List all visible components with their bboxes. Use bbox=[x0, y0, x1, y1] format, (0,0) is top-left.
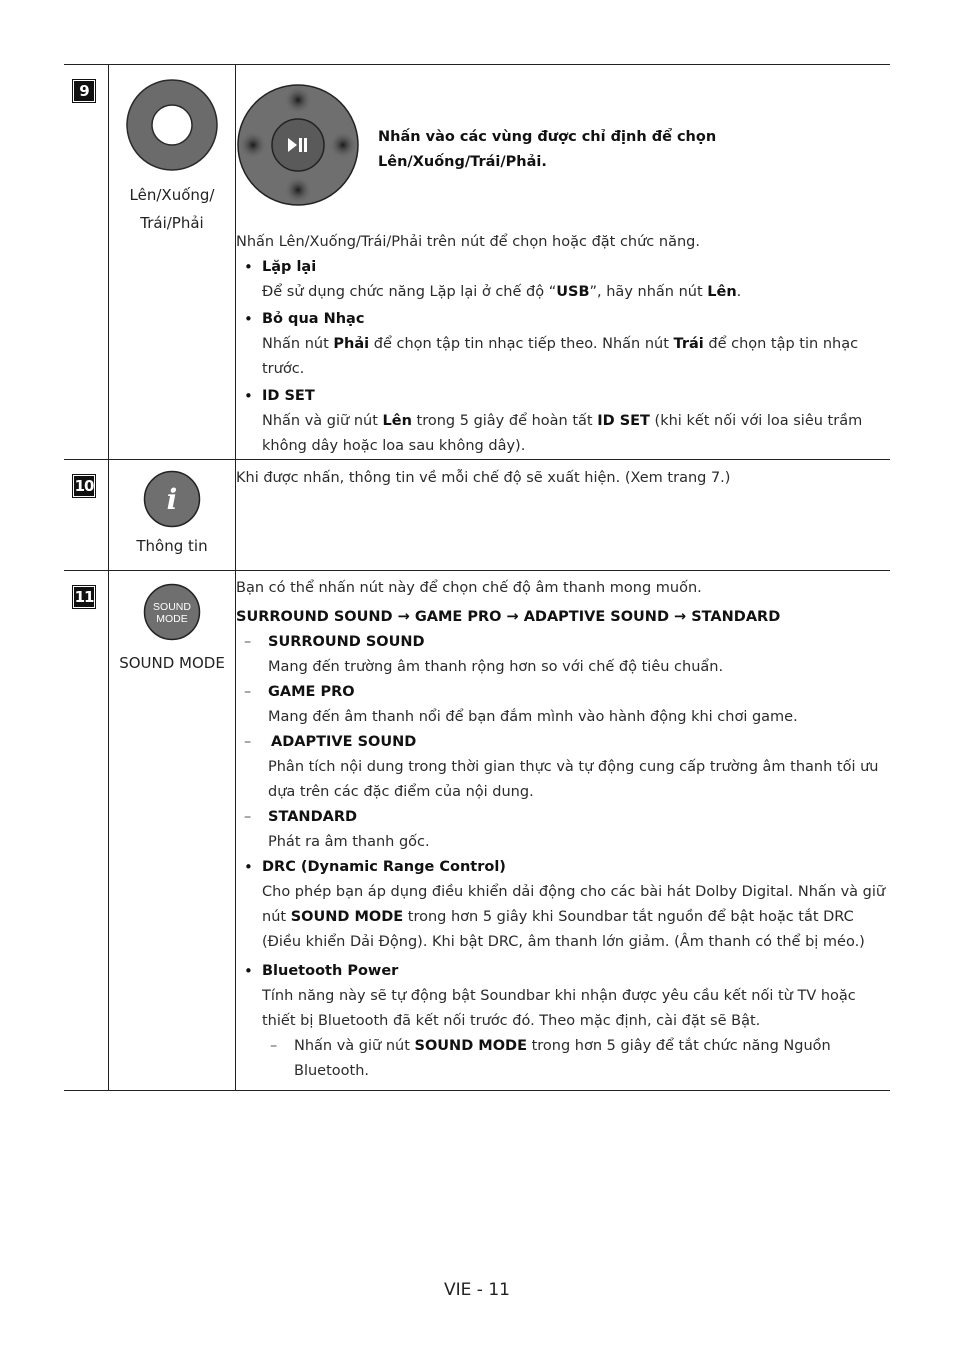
dpad-icon bbox=[236, 83, 360, 216]
text-run: Nhấn nút bbox=[262, 336, 334, 352]
icon-label bbox=[109, 181, 235, 237]
intro-text: Bạn có thể nhấn nút này để chọn chế độ âm thanh mong muốn. bbox=[236, 580, 702, 596]
sound-mode-icon bbox=[109, 571, 235, 645]
mode-desc: Mang đến trường âm thanh rộng hơn so với chế độ tiêu chuẩn. bbox=[268, 659, 724, 675]
mode-desc: Phân tích nội dung trong thời gian thực và tự động cung cấp trường âm thanh tối ưu dựa trên các đặc điểm của nội dung. bbox=[268, 759, 879, 800]
bold-run: Phải bbox=[333, 336, 370, 352]
mode-name: STANDARD bbox=[268, 809, 358, 825]
bold-run: Lên bbox=[707, 284, 737, 300]
row-number-cell bbox=[64, 460, 109, 571]
icon-label-line1: Lên/Xuống/ bbox=[129, 186, 215, 204]
description-cell bbox=[236, 65, 891, 460]
bold-run: SOUND MODE bbox=[290, 909, 404, 925]
bold-run: SOUND MODE bbox=[414, 1038, 527, 1054]
text-run: Nhấn và giữ nút bbox=[294, 1038, 415, 1054]
item-title: • Lặp lại bbox=[262, 259, 317, 275]
list-item bbox=[236, 855, 890, 880]
table-row bbox=[64, 571, 890, 1091]
mode-item bbox=[236, 730, 890, 755]
bold-run: USB bbox=[556, 284, 590, 300]
icon-label: Thông tin bbox=[136, 537, 208, 555]
table-row bbox=[64, 460, 890, 571]
mode-item bbox=[236, 680, 890, 705]
text-run: trong hơn 5 giây để tắt chức năng Nguồn Bluetooth. bbox=[294, 1038, 831, 1079]
page-number: VIE - 11 bbox=[444, 1280, 510, 1300]
item-desc bbox=[236, 332, 890, 382]
icon-label-line2: Trái/Phải bbox=[140, 214, 204, 232]
row-number-cell bbox=[64, 65, 109, 460]
text-run: . bbox=[736, 284, 742, 300]
dpad-row bbox=[236, 65, 890, 226]
text-run: để chọn tập tin nhạc tiếp theo. Nhấn nút bbox=[369, 336, 674, 352]
item-desc bbox=[236, 880, 890, 955]
info-glyph: i bbox=[166, 483, 178, 516]
item-desc bbox=[236, 409, 890, 459]
icon-cell bbox=[109, 571, 236, 1091]
mode-name: GAME PRO bbox=[268, 684, 355, 700]
bold-run: Trái bbox=[673, 336, 704, 352]
item-title: • ID SET bbox=[262, 388, 315, 404]
text-run: để chọn tập tin nhạc trước. bbox=[262, 336, 859, 377]
mode-item bbox=[236, 805, 890, 830]
row-number-badge: 9 bbox=[72, 79, 96, 103]
dpad-caption: Nhấn vào các vùng được chỉ định để chọn Lên/Xuống/Trái/Phải. bbox=[378, 128, 717, 170]
description-cell bbox=[236, 460, 891, 571]
sound-mode-icon-text2: MODE bbox=[156, 613, 188, 625]
mode-sequence: SURROUND SOUND → GAME PRO → ADAPTIVE SOUND → STANDARD bbox=[236, 609, 781, 625]
table-row bbox=[64, 65, 890, 460]
mode-desc: Phát ra âm thanh gốc. bbox=[268, 834, 430, 850]
list-item bbox=[236, 307, 890, 332]
list-item bbox=[236, 959, 890, 984]
bold-run: ID SET bbox=[597, 413, 650, 429]
info-text: Khi được nhấn, thông tin về mỗi chế độ sẽ xuất hiện. (Xem trang 7.) bbox=[236, 470, 731, 486]
intro-text: Nhấn Lên/Xuống/Trái/Phải trên nút để chọn hoặc đặt chức năng. bbox=[236, 234, 700, 250]
item-desc: Tính năng này sẽ tự động bật Soundbar khi nhận được yêu cầu kết nối từ TV hoặc thiết bị Bluetooth đã kết nối trước đó. Theo mặc định, cài đặt sẽ Bật. bbox=[262, 988, 856, 1029]
icon-cell bbox=[109, 65, 236, 460]
text-run: trong 5 giây để hoàn tất bbox=[411, 413, 598, 429]
remote-buttons-table bbox=[64, 64, 890, 1091]
sound-mode-icon-text1: SOUND bbox=[153, 601, 191, 613]
row-number-badge: 10 bbox=[72, 474, 96, 498]
bold-run: Lên bbox=[382, 413, 412, 429]
info-icon bbox=[109, 460, 235, 532]
mode-desc: Mang đến âm thanh nổi để bạn đắm mình vào hành động khi chơi game. bbox=[268, 709, 798, 725]
list-item bbox=[236, 255, 890, 280]
description-cell bbox=[236, 571, 891, 1091]
text-run: (khi kết nối với loa siêu trầm không dây hoặc loa sau không dây). bbox=[262, 413, 863, 454]
row-number-badge: 11 bbox=[72, 585, 96, 609]
icon-label: SOUND MODE bbox=[119, 654, 225, 672]
text-run: Cho phép bạn áp dụng điều khiển dải động cho các bài hát Dolby Digital. Nhấn và giữ nút bbox=[262, 884, 886, 925]
mode-name: ADAPTIVE SOUND bbox=[271, 734, 417, 750]
sub-item bbox=[236, 1034, 890, 1084]
mode-item bbox=[236, 630, 890, 655]
item-title: • Bỏ qua Nhạc bbox=[262, 311, 365, 327]
list-item bbox=[236, 384, 890, 409]
item-title: • DRC (Dynamic Range Control) bbox=[262, 859, 506, 875]
row-number-cell bbox=[64, 571, 109, 1091]
icon-cell bbox=[109, 460, 236, 571]
item-title: • Bluetooth Power bbox=[262, 963, 399, 979]
item-desc bbox=[236, 280, 890, 305]
text-run: trong hơn 5 giây khi Soundbar tắt nguồn để bật hoặc tắt DRC (Điều khiển Dải Động). Khi bật DRC, âm thanh lớn giảm. (Âm thanh có thể bị méo.) bbox=[262, 909, 865, 950]
text-run: ”, hãy nhấn nút bbox=[589, 284, 708, 300]
mode-name: SURROUND SOUND bbox=[268, 634, 425, 650]
text-run: Để sử dụng chức năng Lặp lại ở chế độ “ bbox=[262, 284, 557, 300]
text-run: Nhấn và giữ nút bbox=[262, 413, 383, 429]
ring-button-icon bbox=[109, 65, 235, 175]
